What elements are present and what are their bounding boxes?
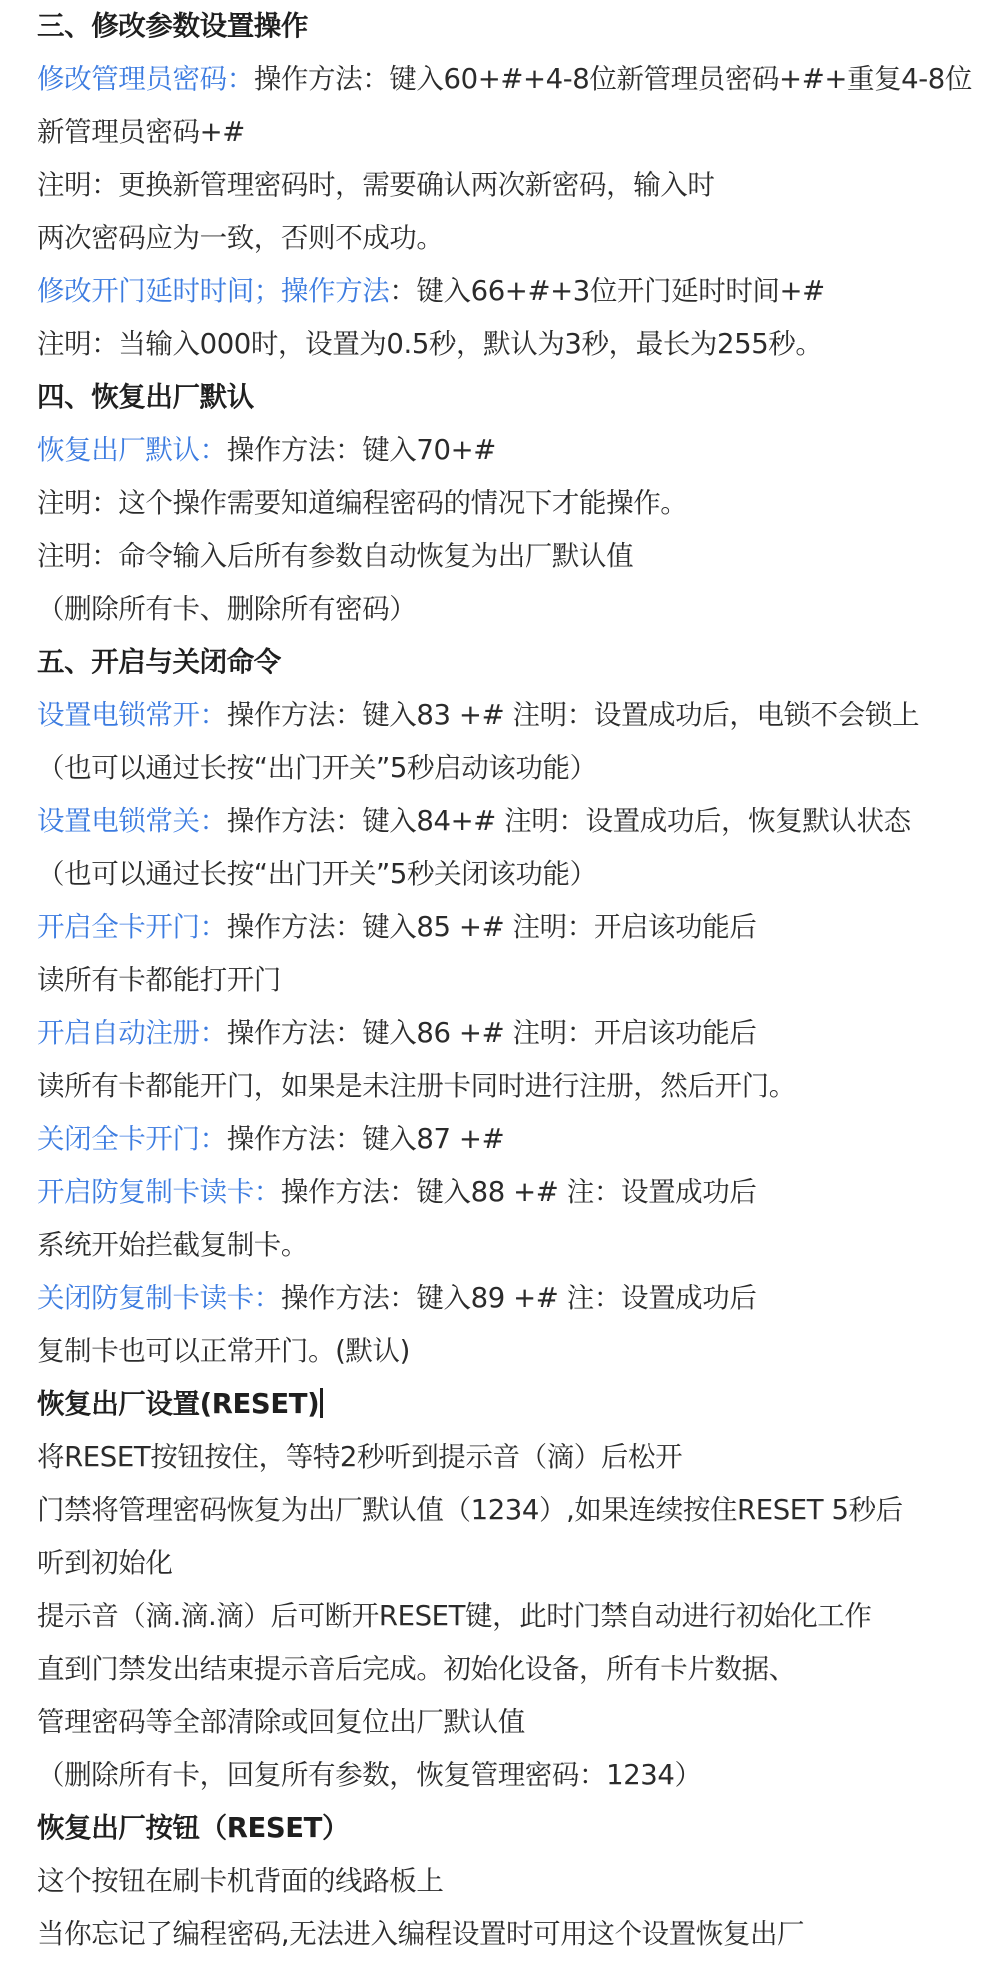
instruction-auto-register [37,1007,970,1060]
line-text: 门禁将管理密码恢复为出厂默认值（1234）,如果连续按住RESET 5秒后 [37,1494,903,1526]
command-label: 关闭全卡开门： [37,1123,227,1155]
text-line [37,848,970,901]
command-text: ：键入66+#+3位开门延时时间+# [389,275,825,307]
heading-text: 三、修改参数设置操作 [37,10,308,42]
line-text: 系统开始拦截复制卡。 [37,1229,308,1261]
line-text: 将RESET按钮按住，等特2秒听到提示音（滴）后松开 [37,1441,683,1473]
instruction-change-admin-password [37,53,970,106]
heading-text: 恢复出厂设置(RESET) [37,1388,320,1420]
instruction-lock-always-closed [37,795,970,848]
line-text: 读所有卡都能开门，如果是未注册卡同时进行注册，然后开门。 [37,1070,796,1102]
line-text: 听到初始化 [37,1547,173,1579]
line-text: （也可以通过长按“出门开关”5秒启动该功能） [37,752,597,784]
line-text: 读所有卡都能打开门 [37,964,281,996]
text-line [37,1325,970,1378]
line-text: 注明：命令输入后所有参数自动恢复为出厂默认值 [37,540,634,572]
command-label: 设置电锁常开： [37,699,227,731]
text-line [37,1643,970,1696]
command-text: 操作方法：键入85 +# 注明：开启该功能后 [226,911,757,943]
line-text: 两次密码应为一致，否则不成功。 [37,222,444,254]
text-line [37,1431,970,1484]
instruction-all-card-open [37,901,970,954]
text-line [37,1855,970,1908]
command-label: 开启自动注册： [37,1017,227,1049]
text-cursor [320,1388,323,1418]
text-line [37,1537,970,1590]
text-line [37,1590,970,1643]
section-heading-reset-button [37,1802,970,1855]
line-text: 复制卡也可以正常开门。(默认) [37,1335,410,1367]
command-text: 操作方法：键入87 +# [226,1123,505,1155]
section-heading-modify-params [37,0,970,53]
note-line [37,318,970,371]
line-text: （删除所有卡，回复所有参数，恢复管理密码：1234） [37,1759,702,1791]
text-line [37,1484,970,1537]
section-heading-factory-default [37,371,970,424]
heading-text: 五、开启与关闭命令 [37,646,281,678]
note-line [37,530,970,583]
line-text: 这个按钮在刷卡机背面的线路板上 [37,1865,444,1897]
command-text: 操作方法：键入84+# 注明：设置成功后，恢复默认状态 [226,805,911,837]
line-text: 注明：更换新管理密码时，需要确认两次新密码，输入时 [37,169,715,201]
instruction-anti-copy-on [37,1166,970,1219]
text-line [37,1908,970,1961]
line-text: 注明：当输入000时，设置为0.5秒，默认为3秒，最长为255秒。 [37,328,823,360]
heading-text: 四、恢复出厂默认 [37,381,254,413]
instruction-door-delay [37,265,970,318]
command-label: 恢复出厂默认： [37,434,227,466]
instruction-lock-always-open [37,689,970,742]
heading-text: 恢复出厂按钮（RESET） [37,1812,350,1844]
note-line [37,477,970,530]
command-text: 操作方法：键入89 +# 注：设置成功后 [280,1282,757,1314]
section-heading-reset-settings [37,1378,970,1431]
instruction-anti-copy-off [37,1272,970,1325]
command-text: 操作方法：键入60+#+4-8位新管理员密码+#+重复4-8位 [253,63,972,95]
line-text: （删除所有卡、删除所有密码） [37,593,417,625]
line-text: 当你忘记了编程密码,无法进入编程设置时可用这个设置恢复出厂 [37,1918,805,1950]
text-line [37,1749,970,1802]
text-line [37,954,970,1007]
command-label: 设置电锁常关： [37,805,227,837]
line-text: 直到门禁发出结束提示音后完成。初始化设备，所有卡片数据、 [37,1653,796,1685]
instruction-factory-reset [37,424,970,477]
text-line [37,1060,970,1113]
line-text: 新管理员密码+# [37,116,245,148]
text-line [37,212,970,265]
command-text: 操作方法：键入70+# [226,434,496,466]
line-text: （也可以通过长按“出门开关”5秒关闭该功能） [37,858,597,890]
line-text: 提示音（滴.滴.滴）后可断开RESET键，此时门禁自动进行初始化工作 [37,1600,872,1632]
command-label: 修改开门延时时间；操作方法 [37,275,390,307]
line-text: 管理密码等全部清除或回复位出厂默认值 [37,1706,525,1738]
command-label: 开启防复制卡读卡： [37,1176,281,1208]
text-line [37,1696,970,1749]
line-text: 注明：这个操作需要知道编程密码的情况下才能操作。 [37,487,688,519]
note-line [37,159,970,212]
instruction-all-card-close [37,1113,970,1166]
command-text: 操作方法：键入86 +# 注明：开启该功能后 [226,1017,757,1049]
command-label: 开启全卡开门： [37,911,227,943]
command-label: 修改管理员密码： [37,63,254,95]
command-text: 操作方法：键入83 +# 注明：设置成功后，电锁不会锁上 [226,699,920,731]
section-heading-commands [37,636,970,689]
text-line [37,1219,970,1272]
command-text: 操作方法：键入88 +# 注：设置成功后 [280,1176,757,1208]
text-line [37,583,970,636]
command-label: 关闭防复制卡读卡： [37,1282,281,1314]
text-line [37,106,970,159]
text-line [37,742,970,795]
